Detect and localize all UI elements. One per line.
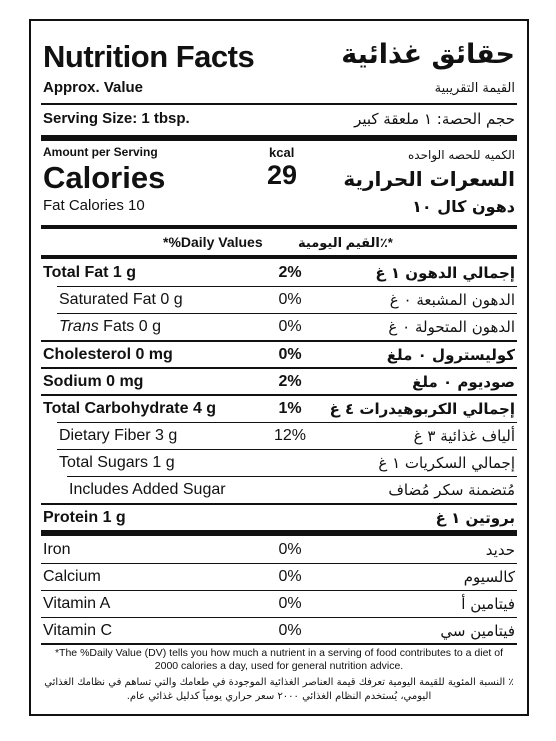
nutrient-name-ar: بروتين ١ غ: [435, 509, 515, 527]
kcal-unit: kcal: [269, 145, 295, 160]
thick-divider: [41, 135, 517, 141]
trans-italic: Trans: [59, 318, 99, 335]
nutrient-name-en: Protein 1 g: [43, 509, 126, 526]
nutrient-row-trans-fat: [31, 314, 527, 340]
vitamin-name-en: Iron: [43, 541, 71, 558]
vitamin-row-vitamin-c: [31, 618, 527, 644]
divider: [41, 225, 517, 229]
nutrient-name-en: Includes Added Sugar: [69, 481, 226, 498]
nutrient-dv: 12%: [273, 427, 307, 444]
title-en: Nutrition Facts: [43, 39, 255, 74]
row-divider: [41, 643, 517, 645]
approx-value-ar: القيمة التقريبية: [434, 81, 515, 96]
nutrient-name-ar: صوديوم ٠ ملغ: [412, 373, 515, 391]
daily-values-header-en: *%Daily Values: [163, 234, 263, 250]
trans-rest: Fats 0 g: [98, 318, 161, 335]
vitamin-row-vitamin-a: [31, 591, 527, 617]
nutrient-name-en: [59, 318, 161, 336]
amount-per-serving-en: Amount per Serving: [43, 145, 158, 159]
calories-label-ar: السعرات الحرارية: [343, 167, 515, 191]
title-ar: حقائق غذائية: [341, 39, 515, 70]
nutrient-name-en: Dietary Fiber 3 g: [59, 427, 178, 444]
nutrient-dv: 2%: [278, 373, 302, 390]
nutrient-name-en: Saturated Fat 0 g: [59, 291, 183, 308]
vitamin-row-iron: [31, 537, 527, 563]
fat-calories-ar: دهون كال ١٠: [412, 197, 515, 216]
vitamin-name-en: Vitamin A: [43, 595, 111, 612]
nutrient-name-ar: كوليسترول ٠ ملغ: [386, 346, 515, 364]
divider: [41, 255, 517, 259]
nutrient-dv: 1%: [278, 400, 302, 417]
serving-size-en: Serving Size: 1 tbsp.: [43, 110, 190, 127]
nutrition-label: [29, 19, 529, 716]
nutrient-dv: 2%: [278, 264, 302, 281]
fat-calories-en: Fat Calories 10: [43, 197, 145, 214]
nutrient-row-total-fat: [31, 260, 527, 286]
nutrient-name-en: Total Sugars 1 g: [59, 454, 175, 471]
nutrient-row-saturated-fat: [31, 287, 527, 313]
nutrient-name-ar: إجمالي السكريات ١ غ: [378, 454, 515, 472]
nutrient-row-protein: [31, 505, 527, 531]
amount-per-serving-ar: الكميه للحصه الواحده: [408, 148, 515, 162]
nutrient-name-en: Cholesterol 0 mg: [43, 346, 173, 363]
thick-divider: [41, 530, 517, 536]
serving-size-ar: حجم الحصة: ١ ملعقة كبير: [354, 110, 515, 128]
nutrient-name-ar: الدهون المتحولة ٠ غ: [388, 318, 515, 336]
divider: [41, 103, 517, 105]
vitamin-name-ar: فيتامين أ: [461, 595, 515, 613]
nutrient-name-en: Total Fat 1 g: [43, 264, 137, 281]
vitamin-dv: 0%: [278, 568, 302, 585]
nutrient-dv: 0%: [278, 318, 302, 335]
nutrient-row-total-carbohydrate: [31, 396, 527, 422]
vitamin-dv: 0%: [278, 595, 302, 612]
nutrient-row-sodium: [31, 369, 527, 395]
nutrient-row-added-sugar: [31, 477, 527, 503]
nutrient-row-cholesterol: [31, 342, 527, 368]
vitamin-name-ar: فيتامين سي: [440, 622, 515, 640]
vitamin-name-ar: كالسيوم: [463, 568, 515, 586]
nutrient-row-total-sugars: [31, 450, 527, 476]
daily-values-header-ar: *٪القيم اليومية: [298, 235, 393, 250]
nutrient-name-ar: ألياف غذائية ٣ غ: [413, 427, 515, 445]
vitamin-name-en: Calcium: [43, 568, 101, 585]
nutrient-dv: 0%: [278, 291, 302, 308]
nutrient-row-dietary-fiber: [31, 423, 527, 449]
footnote-en: *The %Daily Value (DV) tells you how much a nutrient in a serving of food contributes to a diet of 2000 calories a day, used for general nutrition advice.: [54, 647, 504, 672]
nutrient-name-en: Total Carbohydrate 4 g: [43, 400, 217, 417]
nutrient-name-en: Sodium 0 mg: [43, 373, 144, 390]
nutrient-name-ar: إجمالي الكربوهيدرات ٤ غ: [329, 400, 515, 418]
calories-label-en: Calories: [43, 160, 166, 195]
vitamin-dv: 0%: [278, 541, 302, 558]
vitamin-name-ar: حديد: [485, 541, 515, 559]
vitamin-dv: 0%: [278, 622, 302, 639]
vitamin-row-calcium: [31, 564, 527, 590]
nutrient-name-ar: إجمالي الدهون ١ غ: [375, 264, 515, 282]
nutrient-dv: 0%: [278, 346, 302, 363]
calories-value: 29: [267, 160, 298, 190]
footnote-ar: ٪ النسبة المئوية للقيمة اليومية تعرفك قيمة العناصر الغذائية الموجودة في طعامك والتي تساهم في نظامك الغذائي اليومي، يُستخدم النظام الغذائي ٢٠٠٠ سعر حراري يومياً كدليل غذائي عام.: [44, 677, 514, 702]
vitamin-name-en: Vitamin C: [43, 622, 113, 639]
nutrient-name-ar: الدهون المشبعة ٠ غ: [389, 291, 515, 309]
nutrient-name-ar: مُتضمنة سكر مُضاف: [388, 481, 515, 499]
approx-value-en: Approx. Value: [43, 79, 144, 96]
